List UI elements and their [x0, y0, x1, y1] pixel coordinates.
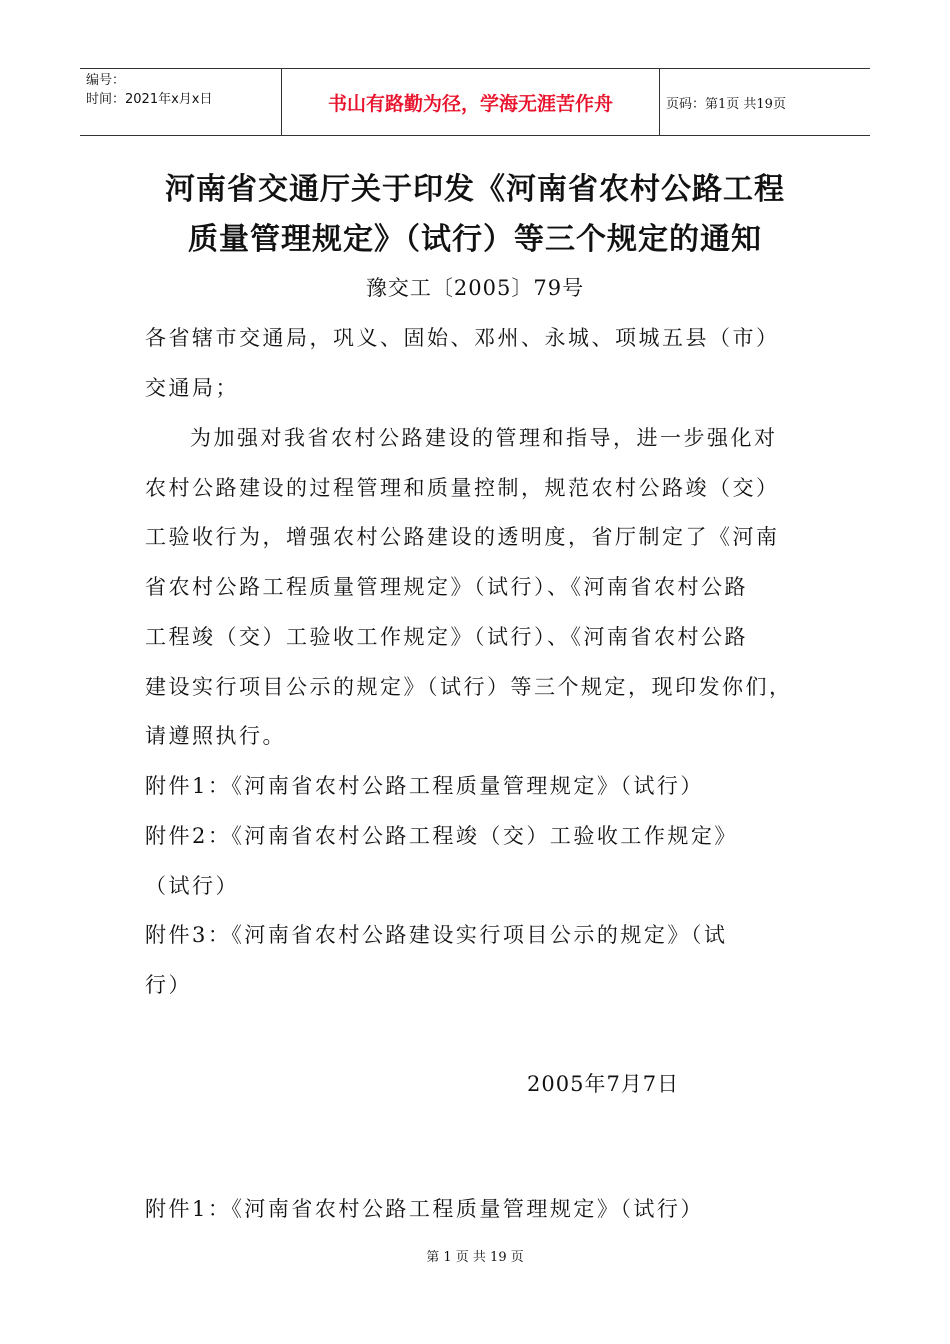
body-line-5: 工程竣（交）工验收工作规定》（试行）、《河南省农村公路 [145, 625, 748, 649]
body-line-1: 为加强对我省农村公路建设的管理和指导，进一步强化对 [190, 426, 778, 450]
code-label: 编号： [86, 73, 126, 88]
body-line-4: 省农村公路工程质量管理规定》（试行）、《河南省农村公路 [145, 575, 748, 599]
section-heading: 附件1：《河南省农村公路工程质量管理规定》（试行） [145, 1197, 704, 1221]
time-label: 时间：2021年x月x日 [86, 92, 213, 107]
body-line-3: 工验收行为，增强农村公路建设的透明度，省厅制定了《河南 [145, 525, 780, 549]
attachment-3-line-1: 附件3：《河南省农村公路建设实行项目公示的规定》（试 [145, 923, 728, 947]
document-header [80, 68, 870, 136]
body-line-6: 建设实行项目公示的规定》（试行）等三个规定，现印发你们， [145, 675, 793, 699]
attachment-2-line-2: （试行） [145, 874, 239, 898]
header-meta [80, 69, 282, 135]
attachment-1: 附件1：《河南省农村公路工程质量管理规定》（试行） [145, 774, 704, 798]
addressee-line-1: 各省辖市交通局，巩义、固始、邓州、永城、项城五县（市） [145, 326, 780, 350]
title-line-2: 质量管理规定》（试行）等三个规定的通知 [188, 222, 762, 257]
page-footer: 第 1 页 共 19 页 [426, 1250, 524, 1265]
body-line-7: 请遵照执行。 [145, 724, 286, 748]
header-motto: 书山有路勤为径，学海无涯苦作舟 [282, 69, 660, 135]
attachment-2-line-1: 附件2：《河南省农村公路工程竣（交）工验收工作规定》 [145, 824, 738, 848]
body-line-2: 农村公路建设的过程管理和质量控制，规范农村公路竣（交） [145, 476, 780, 500]
issue-date: 2005年7月7日 [527, 1072, 680, 1096]
attachment-3-line-2: 行） [145, 973, 192, 997]
doc-number: 豫交工〔2005〕79号 [365, 276, 585, 300]
addressee-line-2: 交通局； [145, 376, 239, 400]
header-page-label: 页码：第1页 共19页 [666, 96, 786, 112]
title-line-1: 河南省交通厅关于印发《河南省农村公路工程 [165, 172, 785, 207]
